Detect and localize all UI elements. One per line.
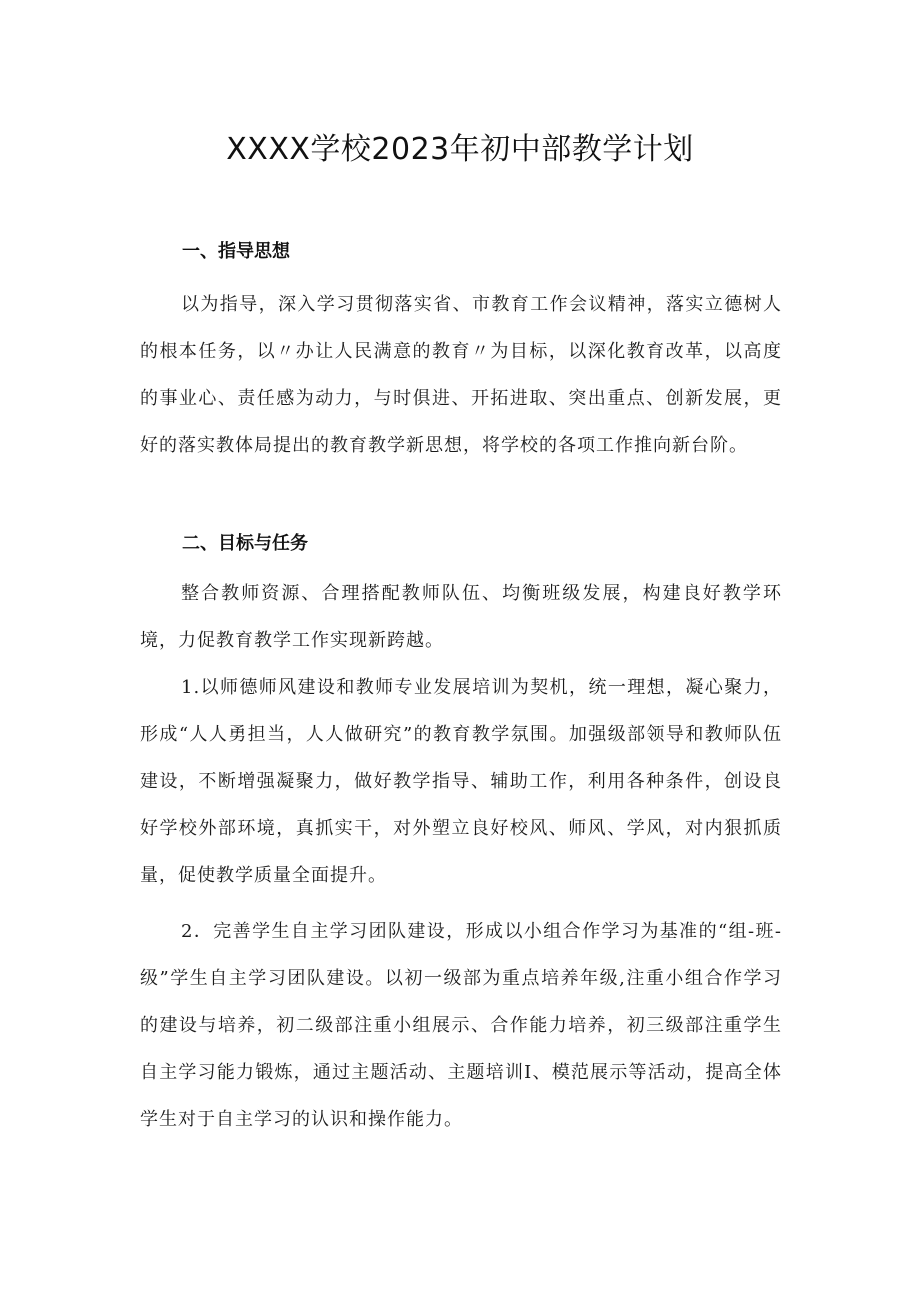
document-title: XXXX学校2023年初中部教学计划 bbox=[226, 132, 694, 167]
paragraph-guiding-ideology: 以为指导，深入学习贯彻落实省、市教育工作会议精神，落实立德树人的根本任务，以〃办让人民满意的教育〃为目标，以深化教育改革，以高度的事业心、责任感为动力，与时俱进、开拓进取、突出重点、创新发展，更好的落实教体局提出的教育教学新思想，将学校的各项工作推向新台阶。 bbox=[140, 294, 782, 456]
section-heading-guiding-ideology: 一、指导思想 bbox=[182, 241, 290, 262]
paragraph-goal-1: 1.以师德师风建设和教师专业发展培训为契机，统一理想，凝心聚力，形成“人人勇担当，人人做研究”的教育教学氛围。加强级部领导和教师队伍建设，不断增强凝聚力，做好教学指导、辅助工作，利用各种条件，创设良好学校外部环境，真抓实干，对外塑立良好校风、师风、学风，对内狠抓质量，促使教学质量全面提升。 bbox=[140, 677, 782, 886]
paragraph-goal-2: 2．完善学生自主学习团队建设，形成以小组合作学习为基准的“组-班-级”学生自主学习团队建设。以初一级部为重点培养年级,注重小组合作学习的建设与培养，初二级部注重小组展示、合作能力培养，初三级部注重学生自主学习能力锻炼，通过主题活动、主题培训Ⅰ、模范展示等活动，提高全体学生对于自主学习的认识和操作能力。 bbox=[140, 921, 782, 1130]
section-heading-goals-tasks: 二、目标与任务 bbox=[182, 533, 308, 554]
paragraph-goals-intro: 整合教师资源、合理搭配教师队伍、均衡班级发展，构建良好教学环境，力促教育教学工作实现新跨越。 bbox=[140, 583, 782, 651]
